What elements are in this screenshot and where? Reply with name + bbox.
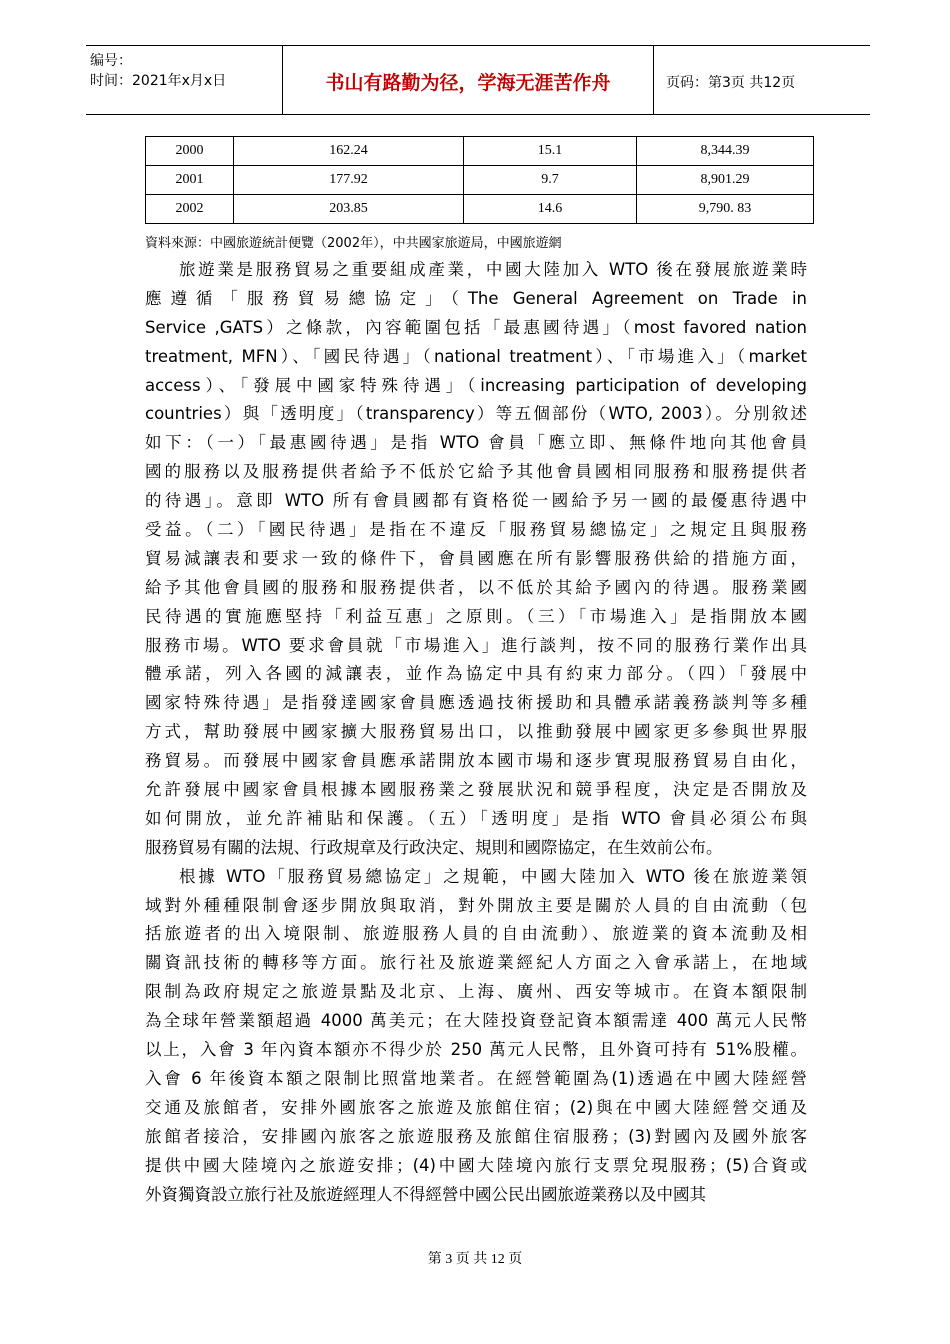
table-cell: 14.6 [464,195,637,224]
statistics-table [145,136,814,224]
paragraph-line: 為全球年營業額超過 4000 萬美元；在大陸投資登記資本額需達 400 萬元人民幣 [145,1011,807,1031]
table-row [146,195,814,224]
page-header [86,45,870,115]
paragraph-line: 貿易減讓表和要求一致的條件下，會員國應在所有影響服務供給的措施方面， [145,548,807,568]
paragraph-line: 以上，入會 3 年內資本額亦不得少於 250 萬元人民幣，且外資可持有 51%股權。 [145,1040,807,1060]
table-cell: 162.24 [234,137,464,166]
paragraph-line: 如何開放，並允許補貼和保護。（五）「透明度」是指 WTO 會員必須公布與 [145,808,807,828]
header-page-cell [654,46,870,114]
page-footer: 第 3 页 共 12 页 [427,1252,523,1267]
header-info-cell [86,46,282,114]
paragraph-line: 提供中國大陸境內之旅遊安排；(4)中國大陸境內旅行支票兌現服務；(5)合資或 [145,1155,807,1175]
paragraph-line: 的待遇」。意即 WTO 所有會員國都有資格從一國給予另一國的最優惠待遇中 [145,491,807,511]
date-label: 时间：2021年x月x日 [90,73,227,89]
paragraph-line: 如下：（一）「最惠國待遇」是指 WTO 會員「應立即、無條件地向其他會員 [145,433,807,453]
paragraph-line: 旅館者接洽，安排國內旅客之旅遊服務及旅館住宿服務；(3)對國內及國外旅客 [145,1126,807,1146]
paragraph-line: 域對外種種限制會逐步開放與取消，對外開放主要是關於人員的自由流動（包 [145,895,807,915]
table-cell: 8,901.29 [637,166,814,195]
table-source-note: 資料來源：中國旅遊統計便覽（2002年），中共國家旅遊局，中國旅遊網 [145,236,562,251]
serial-number-label: 编号： [90,53,132,69]
table-cell: 2001 [146,166,234,195]
table-cell: 177.92 [234,166,464,195]
paragraph-line: 入會 6 年後資本額之限制比照當地業者。在經營範圍為(1)透過在中國大陸經營 [145,1068,807,1088]
header-motto-cell [282,46,654,114]
table-cell: 9.7 [464,166,637,195]
paragraph-line: 括旅遊者的出入境限制、旅遊服務人員的自由流動）、旅遊業的資本流動及相 [145,924,807,944]
paragraph-line: 外資獨資設立旅行社及旅遊經理人不得經營中國公民出國旅遊業務以及中國其 [145,1184,706,1204]
header-page-number: 页码：第3页 共12页 [666,75,796,91]
table-row [146,137,814,166]
paragraph-line: 關資訊技術的轉移等方面。旅行社及旅遊業經紀人方面之入會承諾上，在地域 [145,953,807,973]
table-cell: 2000 [146,137,234,166]
paragraph-line: countries）與「透明度」（transparency）等五個部份（WTO, 2003）。分別敘述 [145,404,807,424]
paragraph-line: 交通及旅館者，安排外國旅客之旅遊及旅館住宿；(2)與在中國大陸經營交通及 [145,1097,807,1117]
paragraph-line: 給予其他會員國的服務和服務提供者，以不低於其給予國內的待遇。服務業國 [145,577,807,597]
table-cell: 203.85 [234,195,464,224]
table-cell: 8,344.39 [637,137,814,166]
paragraph-line: 國的服務以及服務提供者給予不低於它給予其他會員國相同服務和服務提供者 [145,462,807,482]
header-motto: 书山有路勤为径，学海无涯苦作舟 [325,72,611,94]
table-row [146,166,814,195]
body-text [145,256,807,1209]
paragraph-line: 方式，幫助發展中國家擴大服務貿易出口，以推動發展中國家更多參與世界服 [145,722,807,742]
table-cell: 15.1 [464,137,637,166]
paragraph-line: 體承諾，列入各國的減讓表，並作為協定中具有約束力部分。（四）「發展中 [145,664,807,684]
paragraph-line: treatment, MFN）、「國民待遇」（national treatment）、「市場進入」（market [145,346,807,366]
paragraph-line: 限制為政府規定之旅遊景點及北京、上海、廣州、西安等城市。在資本額限制 [145,982,807,1002]
paragraph-line: Service ,GATS）之條款，內容範圍包括「最惠國待遇」（most favored nation [145,317,807,337]
paragraph-line: 務貿易。而發展中國家會員應承諾開放本國市場和逐步實現服務貿易自由化， [145,751,807,771]
paragraph-line: 服務市場。WTO 要求會員就「市場進入」進行談判，按不同的服務行業作出具 [145,635,807,655]
paragraph-line: 服務貿易有關的法規、行政規章及行政決定、規則和國際協定，在生效前公布。 [145,837,723,857]
paragraph-line: 受益。（二）「國民待遇」是指在不違反「服務貿易總協定」之規定且與服務 [145,520,807,540]
paragraph-line: 民待遇的實施應堅持「利益互惠」之原則。（三）「市場進入」是指開放本國 [145,606,807,626]
paragraph-line: 應遵循「服務貿易總協定」（The General Agreement on Trade in [145,288,807,308]
paragraph-line: 旅遊業是服務貿易之重要組成產業，中國大陸加入 WTO 後在發展旅遊業時 [179,260,807,279]
table-cell: 2002 [146,195,234,224]
paragraph-line: 允許發展中國家會員根據本國服務業之發展狀況和競爭程度，決定是否開放及 [145,780,807,800]
paragraph-line: access）、「發展中國家特殊待遇」（increasing participation of developing [145,375,807,395]
table-cell: 9,790. 83 [637,195,814,224]
paragraph-line: 國家特殊待遇」是指發達國家會員應透過技術援助和具體承諾義務談判等多種 [145,693,807,713]
paragraph-line: 根據 WTO「服務貿易總協定」之規範，中國大陸加入 WTO 後在旅遊業領 [179,866,807,886]
